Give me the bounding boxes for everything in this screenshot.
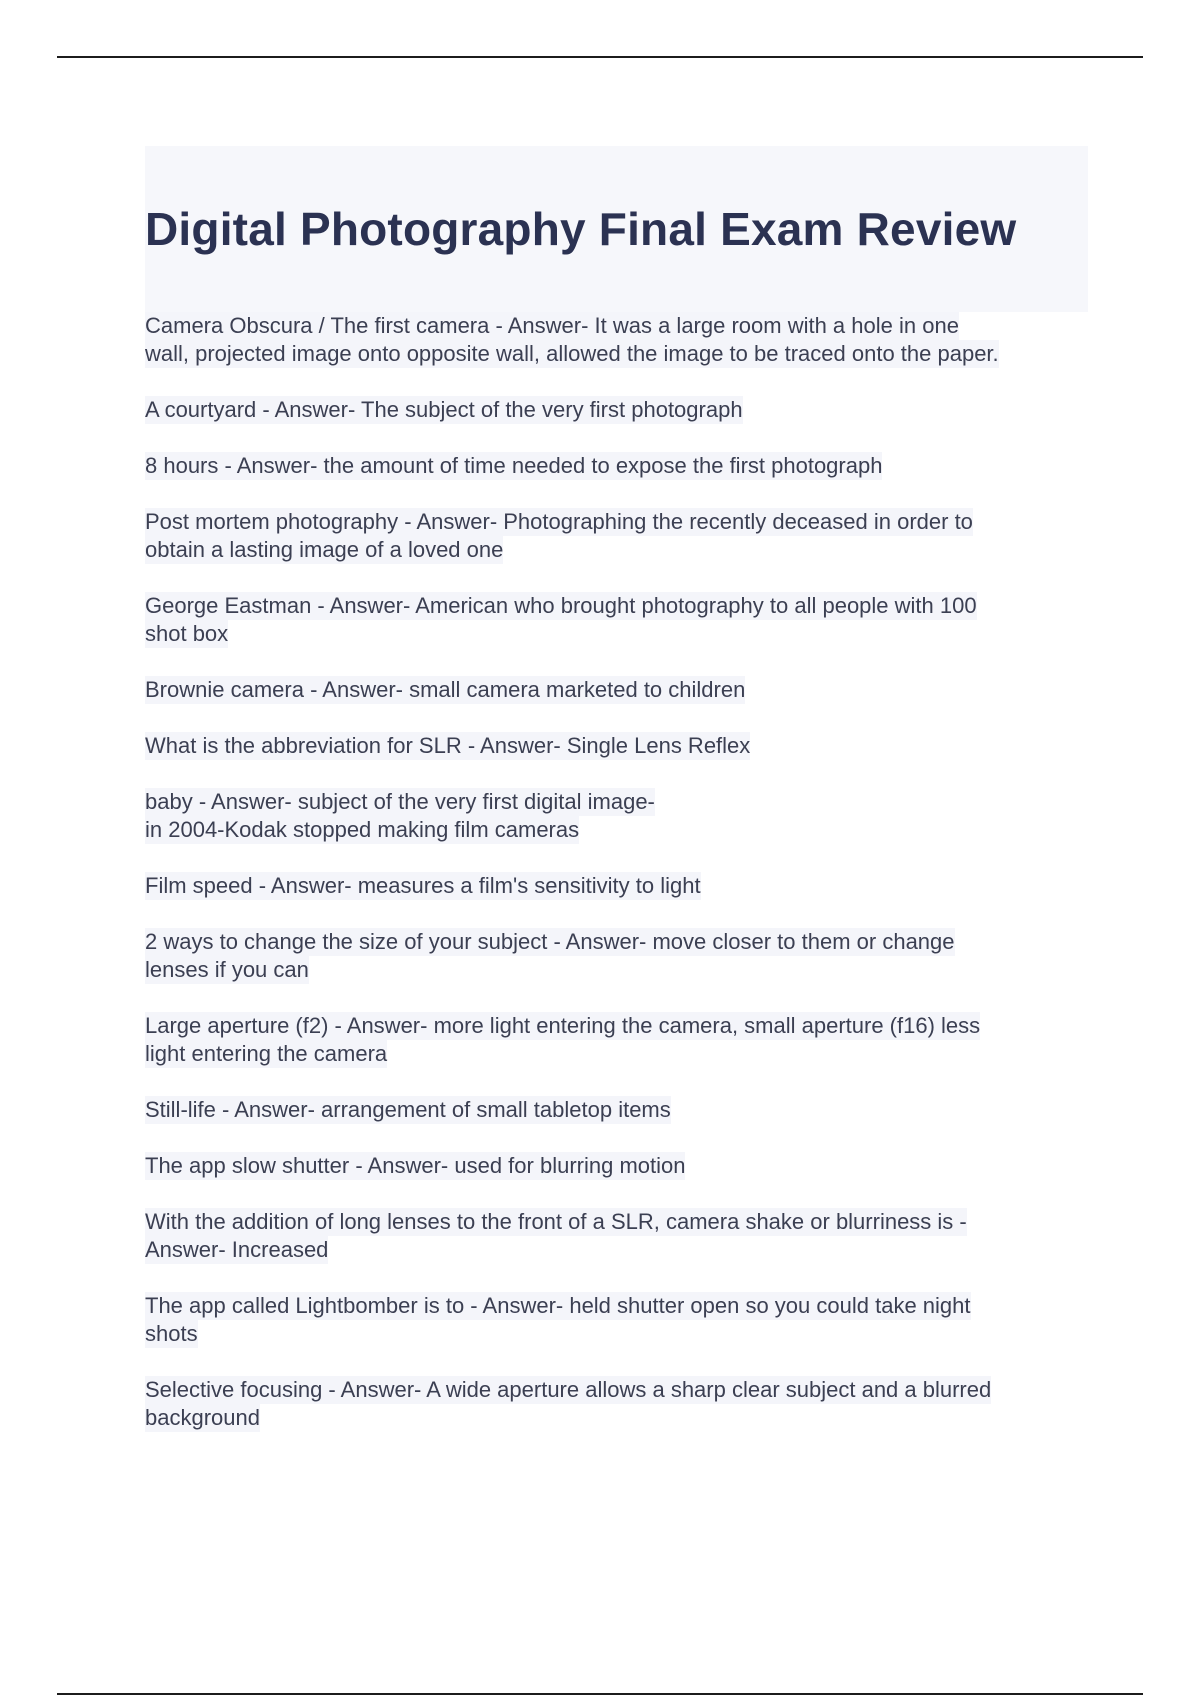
qa-item — [145, 872, 1090, 900]
qa-text: obtain a lasting image of a loved one — [145, 537, 504, 562]
qa-text: 2 ways to change the size of your subject - Answer- move closer to them or change — [145, 929, 955, 954]
qa-text: background — [145, 1405, 260, 1430]
qa-text: in 2004-Kodak stopped making film cameras — [145, 817, 580, 842]
qa-text: The app called Lightbomber is to - Answer- held shutter open so you could take night — [145, 1293, 971, 1318]
qa-text: wall, projected image onto opposite wall, allowed the image to be traced onto the paper. — [145, 341, 999, 366]
qa-text: lenses if you can — [145, 957, 309, 982]
qa-text: Answer- Increased — [145, 1237, 329, 1262]
bottom-divider — [57, 1693, 1143, 1695]
qa-item — [145, 676, 1090, 704]
qa-text: A courtyard - Answer- The subject of the very first photograph — [145, 397, 743, 422]
qa-text: With the addition of long lenses to the front of a SLR, camera shake or blurriness is - — [145, 1209, 967, 1234]
qa-item — [145, 452, 1090, 480]
qa-item — [145, 312, 1090, 368]
qa-text: Large aperture (f2) - Answer- more light entering the camera, small aperture (f16) less — [145, 1013, 981, 1038]
qa-item — [145, 1096, 1090, 1124]
qa-text: baby - Answer- subject of the very first digital image- — [145, 789, 655, 814]
qa-text: Still-life - Answer- arrangement of small tabletop items — [145, 1097, 671, 1122]
qa-text: The app slow shutter - Answer- used for blurring motion — [145, 1153, 686, 1178]
qa-item — [145, 592, 1090, 648]
qa-item — [145, 928, 1090, 984]
qa-item — [145, 396, 1090, 424]
qa-list — [145, 312, 1090, 1460]
qa-item — [145, 732, 1090, 760]
qa-text: light entering the camera — [145, 1041, 388, 1066]
page-title: Digital Photography Final Exam Review — [145, 203, 1017, 255]
qa-item — [145, 788, 1090, 844]
qa-item — [145, 1376, 1090, 1432]
qa-item — [145, 1208, 1090, 1264]
qa-item — [145, 1292, 1090, 1348]
qa-text: Selective focusing - Answer- A wide aperture allows a sharp clear subject and a blurred — [145, 1377, 992, 1402]
qa-text: shots — [145, 1321, 198, 1346]
qa-text: George Eastman - Answer- American who brought photography to all people with 100 — [145, 593, 977, 618]
qa-text: Camera Obscura / The first camera - Answer- It was a large room with a hole in one — [145, 313, 959, 338]
top-divider — [57, 56, 1143, 58]
qa-item — [145, 508, 1090, 564]
qa-item — [145, 1152, 1090, 1180]
qa-text: Post mortem photography - Answer- Photographing the recently deceased in order to — [145, 509, 973, 534]
qa-text: 8 hours - Answer- the amount of time needed to expose the first photograph — [145, 453, 883, 478]
qa-text: Brownie camera - Answer- small camera marketed to children — [145, 677, 746, 702]
qa-text: Film speed - Answer- measures a film's sensitivity to light — [145, 873, 701, 898]
qa-item — [145, 1012, 1090, 1068]
qa-text: What is the abbreviation for SLR - Answer- Single Lens Reflex — [145, 733, 751, 758]
qa-text: shot box — [145, 621, 229, 646]
